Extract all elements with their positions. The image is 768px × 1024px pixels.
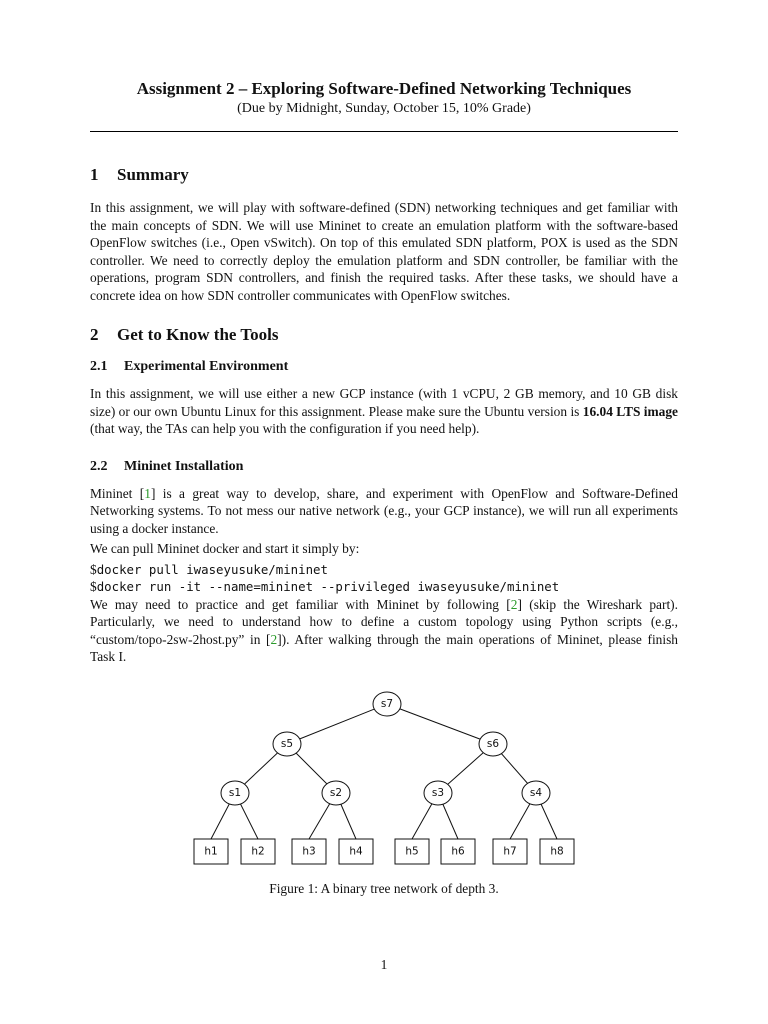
subsection-heading-environment xyxy=(90,358,678,376)
label-s3: s3 xyxy=(431,787,445,799)
mininet-text-end: ] is a great way to develop, share, and experiment with OpenFlow and Software-Defined Networking systems. To not mess our native network (e.g., your GCP instance), we will run all experiments using a docker instance. xyxy=(90,485,678,536)
label-s4: s4 xyxy=(529,787,543,799)
label-s6: s6 xyxy=(486,738,500,750)
label-s7: s7 xyxy=(380,698,394,710)
docker-intro-paragraph: We can pull Mininet docker and start it simply by: xyxy=(90,541,360,556)
section-title: Get to Know the Tools xyxy=(117,325,279,344)
tree-edges xyxy=(211,704,557,839)
shell-prompt: $ xyxy=(90,579,97,594)
practice-text-mid: ] (skip the Wireshark part). Particularly, we need to understand how to define a custom topology using Python scripts (e.g., “custom/topo-2sw-2host.py” in [ xyxy=(90,596,678,647)
label-h3: h3 xyxy=(302,845,316,858)
section-heading-tools xyxy=(90,324,678,346)
label-h4: h4 xyxy=(349,845,363,858)
mininet-text: Mininet [ xyxy=(90,485,145,501)
edge-s7-s5 xyxy=(287,704,387,744)
label-h7: h7 xyxy=(503,845,517,858)
page-number: 1 xyxy=(380,957,388,972)
docker-run-command: docker run -it --name=mininet --privileged iwaseyusuke/mininet xyxy=(96,579,560,594)
label-s5: s5 xyxy=(280,738,294,750)
edge-s7-s6 xyxy=(387,704,493,744)
section-number: 2 xyxy=(90,325,99,344)
document-title: Assignment 2 – Exploring Software-Defined Networking Techniques xyxy=(136,79,632,98)
ubuntu-version: 16.04 LTS image xyxy=(582,403,678,419)
practice-text-end: ]). After walking through the main operations of Mininet, please finish Task I. xyxy=(90,631,679,664)
subsection-title: Mininet Installation xyxy=(124,458,244,474)
document-subtitle: (Due by Midnight, Sunday, October 15, 10% Grade) xyxy=(237,101,531,116)
practice-paragraph xyxy=(90,596,678,666)
subsection-title: Experimental Environment xyxy=(124,359,289,374)
environment-paragraph xyxy=(90,385,678,438)
subsection-heading-mininet xyxy=(90,458,678,476)
section-heading-summary xyxy=(90,164,678,186)
section-number: 1 xyxy=(90,165,99,184)
shell-prompt: $ xyxy=(90,561,97,577)
label-s1: s1 xyxy=(228,787,242,799)
tree-diagram xyxy=(190,688,580,868)
command-line-2 xyxy=(90,578,678,596)
docker-pull-command: docker pull iwaseyusuke/mininet xyxy=(96,561,328,577)
label-h2: h2 xyxy=(251,845,265,858)
summary-paragraph: In this assignment, we will play with software-defined (SDN) networking techniques and get familiar with the main concepts of SDN. We will use Mininet to create an emulation platform with the software-based OpenFlow switches (i.e., Open vSwitch). On top of this emulated SDN platform, POX is used as the SDN controller. We need to correctly deploy the emulation platform and SDN controller, be familiar with the operations, program SDN controllers, and finish the required tasks. After these tasks, we should have a concrete idea on how SDN controller communicates with OpenFlow switches. xyxy=(90,200,678,303)
page-content xyxy=(90,78,678,666)
section-title: Summary xyxy=(117,165,189,184)
subsection-number: 2.2 xyxy=(90,458,108,474)
figure-caption: Figure 1: A binary tree network of depth 3. xyxy=(269,881,499,896)
practice-text: We may need to practice and get familiar with Mininet by following [ xyxy=(90,596,511,612)
environment-text-end: (that way, the TAs can help you with the configuration if you need help). xyxy=(90,421,480,436)
citation-link[interactable]: 2 xyxy=(510,596,518,612)
mininet-paragraph xyxy=(90,485,678,538)
citation-link[interactable]: 1 xyxy=(144,485,151,501)
command-line-1 xyxy=(90,561,678,579)
label-h5: h5 xyxy=(405,845,419,858)
citation-link[interactable]: 2 xyxy=(270,631,278,647)
binary-tree-figure xyxy=(190,688,580,868)
label-h8: h8 xyxy=(550,845,564,858)
environment-text: In this assignment, we will use either a new GCP instance (with 1 vCPU, 2 GB memory, and 10 GB disk size) or our own Ubuntu Linux for this assignment. Please make sure the Ubuntu version is xyxy=(90,386,678,419)
label-h1: h1 xyxy=(204,845,218,858)
label-s2: s2 xyxy=(329,787,343,799)
subsection-number: 2.1 xyxy=(90,359,108,374)
label-h6: h6 xyxy=(451,845,465,858)
